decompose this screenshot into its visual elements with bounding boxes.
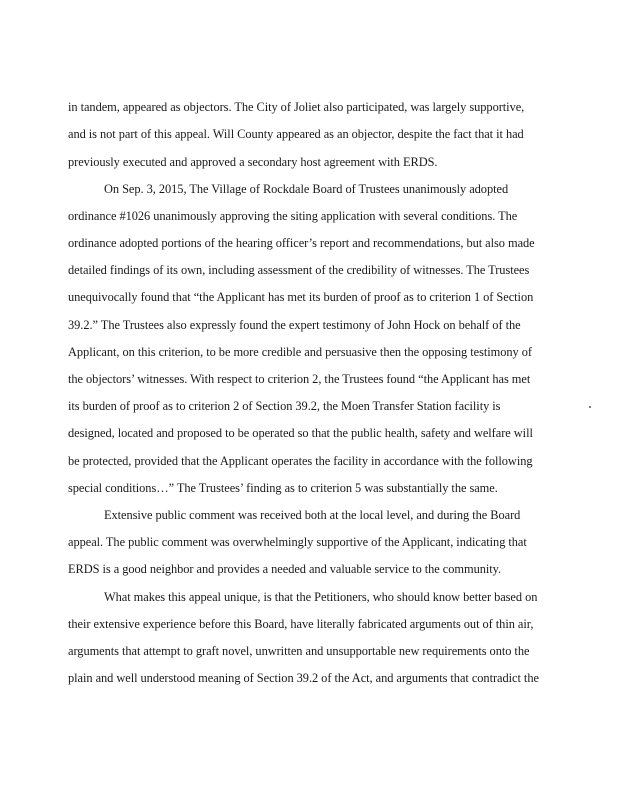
body-line-11: the objectors’ witnesses. With respect to criterion 2, the Trustees found “the Applicant has met	[68, 372, 531, 386]
body-line-2: and is not part of this appeal. Will County appeared as an objector, despite the fact that it had	[68, 127, 524, 141]
body-line-17: appeal. The public comment was overwhelmingly supportive of the Applicant, indicating that	[68, 535, 527, 549]
body-line-3: previously executed and approved a secondary host agreement with ERDS.	[68, 155, 438, 169]
body-line-12: its burden of proof as to criterion 2 of Section 39.2, the Moen Transfer Station facility is	[68, 399, 501, 413]
body-line-5: ordinance #1026 unanimously approving the siting application with several conditions. The	[68, 209, 518, 223]
paragraph-start-line: What makes this appeal unique, is that the Petitioners, who should know better based on	[104, 590, 538, 604]
scan-speck	[589, 406, 591, 408]
body-line-1: in tandem, appeared as objectors. The City of Joliet also participated, was largely supportive,	[68, 100, 525, 114]
body-line-7: detailed findings of its own, including assessment of the credibility of witnesses. The Trustees	[68, 263, 530, 277]
body-line-22: plain and well understood meaning of Section 39.2 of the Act, and arguments that contradict the	[68, 671, 539, 685]
body-line-15: special conditions…” The Trustees’ finding as to criterion 5 was substantially the same.	[68, 481, 498, 495]
body-line-21: arguments that attempt to graft novel, unwritten and unsupportable new requirements onto the	[68, 644, 530, 658]
body-line-8: unequivocally found that “the Applicant has met its burden of proof as to criterion 1 of Section	[68, 290, 534, 304]
body-line-6: ordinance adopted portions of the hearing officer’s report and recommendations, but also made	[68, 236, 535, 250]
body-line-20: their extensive experience before this Board, have literally fabricated arguments out of thin air,	[68, 617, 534, 631]
body-line-18: ERDS is a good neighbor and provides a needed and valuable service to the community.	[68, 562, 502, 576]
body-line-9: 39.2.” The Trustees also expressly found the expert testimony of John Hock on behalf of the	[68, 318, 521, 332]
body-line-14: be protected, provided that the Applicant operates the facility in accordance with the following	[68, 454, 533, 468]
body-line-10: Applicant, on this criterion, to be more credible and persuasive then the opposing testimony of	[68, 345, 532, 359]
paragraph-start-line: Extensive public comment was received both at the local level, and during the Board	[104, 508, 521, 522]
body-line-13: designed, located and proposed to be operated so that the public health, safety and welfare will	[68, 426, 533, 440]
paragraph-start-line: On Sep. 3, 2015, The Village of Rockdale Board of Trustees unanimously adopted	[104, 182, 509, 196]
